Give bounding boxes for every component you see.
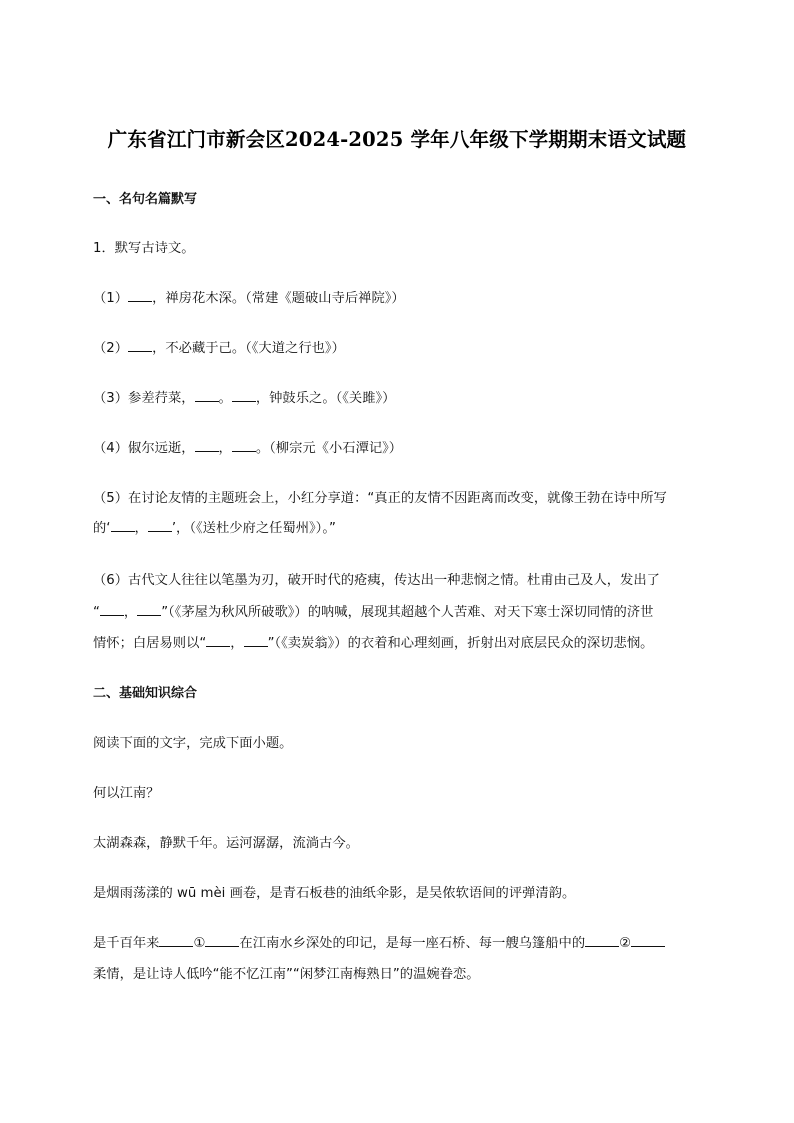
section-heading-1: 一、名句名篇默写 — [93, 192, 198, 207]
question-1-item-2 — [93, 337, 345, 356]
question-1-item-6-line-2 — [93, 601, 653, 620]
paragraph-text: 在江南水乡深处的印记，是每一座石桥、每一艘乌篷船中的 — [239, 936, 586, 951]
item-text: ，不必藏于己。（《大道之行也》） — [152, 341, 345, 356]
item-text: ’，（《送杜少府之任蜀州》）。” — [171, 521, 336, 536]
answer-blank[interactable] — [585, 934, 619, 947]
item-text: （4）俶尔远逝， — [93, 441, 195, 456]
item-text: ，钟鼓乐之。（《关雎》） — [255, 391, 396, 406]
question-1-item-4 — [93, 437, 402, 456]
answer-blank[interactable] — [128, 289, 152, 302]
item-text: ，禅房花木深。（常建《题破山寺后禅院》） — [152, 291, 405, 306]
question-1-item-1 — [93, 287, 405, 306]
answer-blank[interactable] — [128, 339, 152, 352]
reading-paragraph-2: 是烟雨荡漾的 wū mèi 画卷，是青石板巷的油纸伞影，是吴侬软语间的评弹清韵。 — [93, 886, 576, 901]
question-1-stem: 1．默写古诗文。 — [93, 241, 195, 256]
answer-blank[interactable] — [148, 519, 172, 532]
item-text: ”（《卖炭翁》）的衣着和心理刻画，折射出对底层民众的深切悲悯。 — [267, 636, 654, 651]
answer-blank[interactable] — [100, 603, 124, 616]
exam-title: 广东省江门市新会区2024-2025 学年八年级下学期期末语文试题 — [107, 128, 687, 151]
item-text: ， — [123, 605, 138, 620]
blank-marker-2: ② — [619, 936, 632, 951]
answer-blank[interactable] — [137, 603, 161, 616]
reading-paragraph-3 — [93, 932, 665, 951]
answer-blank[interactable] — [244, 634, 268, 647]
question-1-item-6-line-1: （6）古代文人往往以笔墨为刃，破开时代的疮痍，传达出一种悲悯之情。杜甫由己及人，发出了 — [93, 573, 660, 588]
item-text: 情怀；白居易则以“ — [93, 636, 207, 651]
blank-marker-1: ① — [193, 936, 206, 951]
answer-blank[interactable] — [159, 934, 193, 947]
item-text: 。 — [218, 391, 232, 406]
answer-blank[interactable] — [111, 519, 135, 532]
question-1-item-5-line-2 — [93, 517, 336, 536]
reading-paragraph-3-continued: 柔情，是让诗人低吟“能不忆江南”“闲梦江南梅熟日”的温婉眷恋。 — [93, 967, 480, 982]
answer-blank[interactable] — [195, 389, 219, 402]
item-text: 。（柳宗元《小石潭记》） — [255, 441, 403, 456]
question-1-item-6-line-3 — [93, 632, 653, 651]
item-number: （2） — [93, 341, 129, 356]
answer-blank[interactable] — [206, 634, 230, 647]
answer-blank[interactable] — [631, 934, 665, 947]
reading-heading: 何以江南？ — [93, 786, 160, 801]
item-text: ， — [218, 441, 232, 456]
question-1-item-5-line-1: （5）在讨论友情的主题班会上，小红分享道：“真正的友情不因距离而改变，就像王勃在诗中所写 — [93, 491, 667, 506]
item-text: ， — [134, 521, 148, 536]
question-1-item-3 — [93, 387, 395, 406]
item-text: ， — [230, 636, 244, 651]
section-heading-2: 二、基础知识综合 — [93, 686, 198, 701]
reading-paragraph-1: 太湖森森，静默千年。运河潺潺，流淌古今。 — [93, 836, 359, 851]
item-text: “ — [93, 605, 100, 620]
reading-intro: 阅读下面的文字，完成下面小题。 — [93, 736, 293, 751]
item-text: ”（《茅屋为秋风所破歌》）的呐喊，展现其超越个人苦难、对天下寒士深切同情的济世 — [161, 605, 654, 620]
answer-blank[interactable] — [195, 439, 219, 452]
item-text: 的‘ — [93, 521, 111, 536]
answer-blank[interactable] — [232, 439, 256, 452]
answer-blank[interactable] — [232, 389, 256, 402]
item-number: （1） — [93, 291, 129, 306]
item-text: （3）参差荇菜， — [93, 391, 195, 406]
paragraph-text: 是千百年来 — [93, 936, 160, 951]
answer-blank[interactable] — [205, 934, 239, 947]
